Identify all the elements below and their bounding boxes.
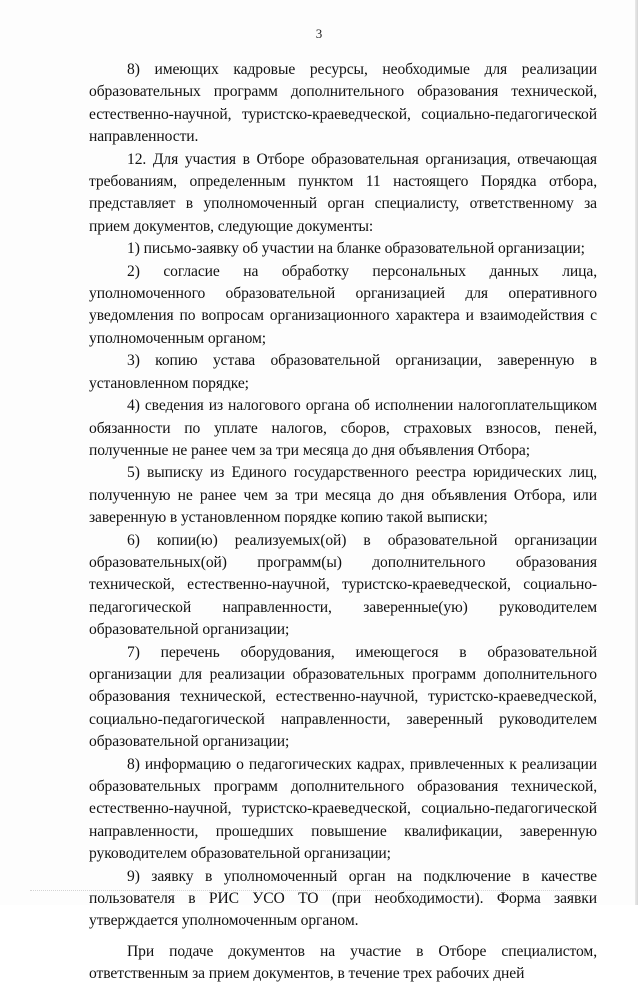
paragraph-doc-6: 6) копии(ю) реализуемых(ой) в образовательной организации образовательных(ой) программ(ы) дополнительного образования технической, естественно-научной, туристско-краеведческой, социально-педагогической направленности, заверенные(ую) руководителем образовательной организации;: [89, 531, 597, 639]
paragraph-section-12: 12. Для участия в Отборе образовательная организация, отвечающая требованиям, определенным пунктом 11 настоящего Порядка отбора, представляет в уполномоченный орган специалисту, ответственному за прием документов, следующие документы:: [89, 150, 597, 235]
scan-artifact: [30, 888, 590, 891]
paragraph-doc-9: 9) заявку в уполномоченный орган на подключение в качестве пользователя в РИС УСО ТО (при необходимости). Форма заявки утверждается уполномоченным органом.: [89, 867, 597, 930]
paragraph-doc-1: 1) письмо-заявку об участии на бланке образовательной организации;: [127, 240, 585, 258]
paragraph-doc-7: 7) перечень оборудования, имеющегося в образовательной организации для реализации образовательных программ дополнительного образования технической, естественно-научной, туристско-краеведческой, социально-педагогической направленности, заверенный руководителем образовательной организации;: [89, 643, 597, 751]
paragraph-item-8-staff: 8) имеющих кадровые ресурсы, необходимые для реализации образовательных программ дополнительного образования технической, естественно-научной, туристско-краеведческой, социально-педагогической направленности.: [89, 61, 597, 146]
paragraph-doc-8: 8) информацию о педагогических кадрах, привлеченных к реализации образовательных программ дополнительного образования технической, естественно-научной, туристско-краеведческой, социально-педагогической направленности, прошедших повышение квалификации, заверенную руководителем образовательной организации;: [89, 755, 597, 863]
page-number: 3: [315, 26, 323, 41]
paragraph-submission: При подаче документов на участие в Отборе специалистом, ответственным за прием документов, в течение трех рабочих дней: [89, 942, 597, 983]
paragraph-doc-2: 2) согласие на обработку персональных данных лица, уполномоченного образовательной организацией для оперативного уведомления по вопросам организационного характера и взаимодействия с уполномоченным органом;: [89, 262, 597, 347]
paragraph-doc-4: 4) сведения из налогового органа об исполнении налогоплательщиком обязанности по уплате налогов, сборов, страховых взносов, пеней, полученные не ранее чем за три месяца до дня объявления Отбора;: [89, 397, 597, 459]
paragraph-doc-5: 5) выписку из Единого государственного реестра юридических лиц, полученную не ранее чем за три месяца до дня объявления Отбора, или заверенную в установленном порядке копию такой выписки;: [89, 464, 597, 527]
document-body: [89, 59, 597, 986]
paragraph-doc-3: 3) копию устава образовательной организации, заверенную в установленном порядке;: [89, 352, 597, 392]
